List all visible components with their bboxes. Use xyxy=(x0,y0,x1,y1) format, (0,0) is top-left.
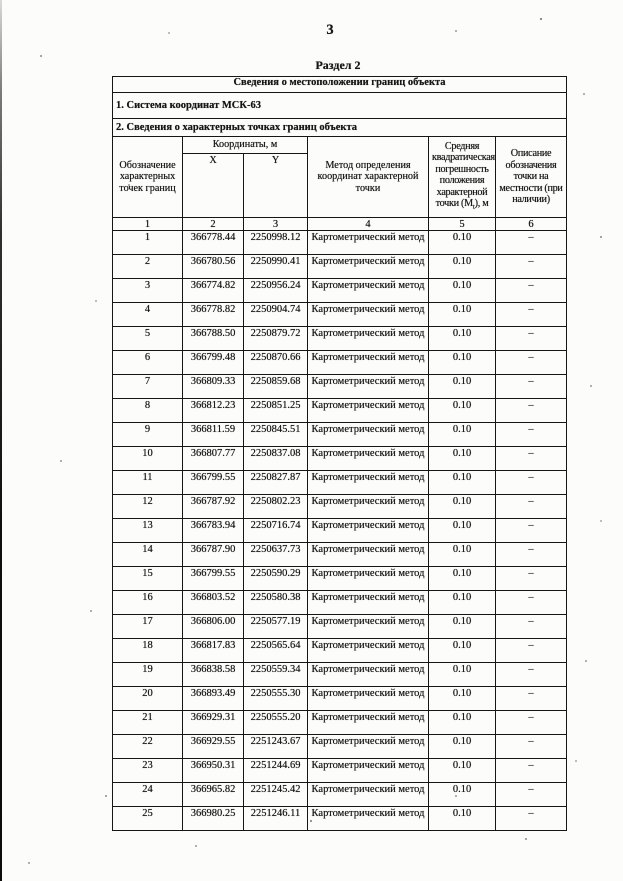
method-cell: Картометрический метод xyxy=(308,687,429,711)
point-number-cell: 17 xyxy=(113,615,183,639)
x-coordinate-cell: 366799.48 xyxy=(183,351,244,375)
points-info-row xyxy=(113,119,567,137)
table-row xyxy=(113,615,567,639)
header-error-text: Средняя квадратическая погрешность положения характерной точки (М xyxy=(432,140,495,210)
point-number-cell: 3 xyxy=(113,279,183,303)
x-coordinate-cell: 366929.55 xyxy=(183,735,244,759)
point-number-cell: 10 xyxy=(113,447,183,471)
description-cell: – xyxy=(496,639,567,663)
y-coordinate-cell: 2250716.74 xyxy=(244,519,308,543)
point-number-cell: 24 xyxy=(113,783,183,807)
description-cell: – xyxy=(496,279,567,303)
x-coordinate-cell: 366778.82 xyxy=(183,303,244,327)
method-cell: Картометрический метод xyxy=(308,543,429,567)
method-cell: Картометрический метод xyxy=(308,759,429,783)
y-coordinate-cell: 2250904.74 xyxy=(244,303,308,327)
point-number-cell: 5 xyxy=(113,327,183,351)
point-number-cell: 2 xyxy=(113,255,183,279)
table-row xyxy=(113,663,567,687)
description-cell: – xyxy=(496,303,567,327)
table-row xyxy=(113,279,567,303)
table-row xyxy=(113,255,567,279)
method-cell: Картометрический метод xyxy=(308,255,429,279)
method-cell: Картометрический метод xyxy=(308,303,429,327)
points-table-body xyxy=(113,231,567,831)
section-heading: Раздел 2 xyxy=(315,58,361,72)
table-row xyxy=(113,591,567,615)
method-cell: Картометрический метод xyxy=(308,327,429,351)
y-coordinate-cell: 2250956.24 xyxy=(244,279,308,303)
x-coordinate-cell: 366929.31 xyxy=(183,711,244,735)
point-number-cell: 6 xyxy=(113,351,183,375)
table-title: Сведения о местоположении границ объекта xyxy=(113,77,567,93)
description-cell: – xyxy=(496,711,567,735)
method-cell: Картометрический метод xyxy=(308,279,429,303)
description-cell: – xyxy=(496,663,567,687)
x-coordinate-cell: 366812.23 xyxy=(183,399,244,423)
description-cell: – xyxy=(496,375,567,399)
description-cell: – xyxy=(496,255,567,279)
method-cell: Картометрический метод xyxy=(308,351,429,375)
description-cell: – xyxy=(496,519,567,543)
table-row xyxy=(113,711,567,735)
method-cell: Картометрический метод xyxy=(308,807,429,831)
column-number: 1 xyxy=(113,218,183,231)
table-row xyxy=(113,375,567,399)
header-point-designation: Обозначение характерных точек границ xyxy=(113,137,183,218)
header-description: Описание обозначения точки на местности (при наличии) xyxy=(496,137,567,218)
boundary-points-table xyxy=(112,76,567,831)
x-coordinate-cell: 366778.44 xyxy=(183,231,244,255)
x-coordinate-cell: 366799.55 xyxy=(183,471,244,495)
description-cell: – xyxy=(496,495,567,519)
column-number: 2 xyxy=(183,218,244,231)
header-x: X xyxy=(183,154,244,218)
error-value-cell: 0.10 xyxy=(429,663,496,687)
coordinate-system-row xyxy=(113,93,567,119)
y-coordinate-cell: 2250555.30 xyxy=(244,687,308,711)
table-row xyxy=(113,423,567,447)
table-title-row xyxy=(113,77,567,93)
point-number-cell: 15 xyxy=(113,567,183,591)
coordinate-system-label: 1. Система координат МСК-63 xyxy=(113,93,567,119)
x-coordinate-cell: 366893.49 xyxy=(183,687,244,711)
description-cell: – xyxy=(496,399,567,423)
point-number-cell: 21 xyxy=(113,711,183,735)
error-value-cell: 0.10 xyxy=(429,351,496,375)
description-cell: – xyxy=(496,327,567,351)
error-value-cell: 0.10 xyxy=(429,327,496,351)
x-coordinate-cell: 366788.50 xyxy=(183,327,244,351)
description-cell: – xyxy=(496,687,567,711)
y-coordinate-cell: 2250845.51 xyxy=(244,423,308,447)
error-value-cell: 0.10 xyxy=(429,783,496,807)
table-row xyxy=(113,327,567,351)
y-coordinate-cell: 2250837.08 xyxy=(244,447,308,471)
x-coordinate-cell: 366803.52 xyxy=(183,591,244,615)
y-coordinate-cell: 2250859.68 xyxy=(244,375,308,399)
table-row xyxy=(113,495,567,519)
point-number-cell: 25 xyxy=(113,807,183,831)
header-error xyxy=(429,137,496,218)
method-cell: Картометрический метод xyxy=(308,495,429,519)
error-value-cell: 0.10 xyxy=(429,519,496,543)
y-coordinate-cell: 2250990.41 xyxy=(244,255,308,279)
error-value-cell: 0.10 xyxy=(429,375,496,399)
method-cell: Картометрический метод xyxy=(308,735,429,759)
point-number-cell: 20 xyxy=(113,687,183,711)
table-row xyxy=(113,303,567,327)
header-error-subscript: t xyxy=(472,202,475,212)
error-value-cell: 0.10 xyxy=(429,255,496,279)
description-cell: – xyxy=(496,807,567,831)
header-y: Y xyxy=(244,154,308,218)
error-value-cell: 0.10 xyxy=(429,567,496,591)
error-value-cell: 0.10 xyxy=(429,735,496,759)
error-value-cell: 0.10 xyxy=(429,303,496,327)
table-row xyxy=(113,567,567,591)
error-value-cell: 0.10 xyxy=(429,639,496,663)
method-cell: Картометрический метод xyxy=(308,471,429,495)
x-coordinate-cell: 366838.58 xyxy=(183,663,244,687)
method-cell: Картометрический метод xyxy=(308,711,429,735)
table-row xyxy=(113,447,567,471)
description-cell: – xyxy=(496,543,567,567)
x-coordinate-cell: 366806.00 xyxy=(183,615,244,639)
header-row-1 xyxy=(113,137,567,154)
y-coordinate-cell: 2250559.34 xyxy=(244,663,308,687)
points-info-label: 2. Сведения о характерных точках границ объекта xyxy=(113,119,567,137)
y-coordinate-cell: 2250555.20 xyxy=(244,711,308,735)
method-cell: Картометрический метод xyxy=(308,783,429,807)
column-number: 3 xyxy=(244,218,308,231)
y-coordinate-cell: 2250851.25 xyxy=(244,399,308,423)
method-cell: Картометрический метод xyxy=(308,663,429,687)
column-number: 6 xyxy=(496,218,567,231)
table-row xyxy=(113,351,567,375)
table-row xyxy=(113,759,567,783)
y-coordinate-cell: 2250827.87 xyxy=(244,471,308,495)
x-coordinate-cell: 366787.92 xyxy=(183,495,244,519)
error-value-cell: 0.10 xyxy=(429,711,496,735)
scan-edge-artifact xyxy=(0,0,2,881)
error-value-cell: 0.10 xyxy=(429,615,496,639)
y-coordinate-cell: 2251246.11 xyxy=(244,807,308,831)
point-number-cell: 7 xyxy=(113,375,183,399)
header-method: Метод определения координат характерной точки xyxy=(308,137,429,218)
point-number-cell: 16 xyxy=(113,591,183,615)
method-cell: Картометрический метод xyxy=(308,639,429,663)
description-cell: – xyxy=(496,735,567,759)
point-number-cell: 8 xyxy=(113,399,183,423)
y-coordinate-cell: 2250998.12 xyxy=(244,231,308,255)
error-value-cell: 0.10 xyxy=(429,447,496,471)
header-coordinates-group: Координаты, м xyxy=(183,137,308,154)
column-number: 5 xyxy=(429,218,496,231)
description-cell: – xyxy=(496,615,567,639)
x-coordinate-cell: 366980.25 xyxy=(183,807,244,831)
y-coordinate-cell: 2251245.42 xyxy=(244,783,308,807)
x-coordinate-cell: 366950.31 xyxy=(183,759,244,783)
description-cell: – xyxy=(496,783,567,807)
error-value-cell: 0.10 xyxy=(429,687,496,711)
y-coordinate-cell: 2250580.38 xyxy=(244,591,308,615)
y-coordinate-cell: 2250577.19 xyxy=(244,615,308,639)
x-coordinate-cell: 366787.90 xyxy=(183,543,244,567)
point-number-cell: 19 xyxy=(113,663,183,687)
point-number-cell: 11 xyxy=(113,471,183,495)
point-number-cell: 14 xyxy=(113,543,183,567)
error-value-cell: 0.10 xyxy=(429,807,496,831)
table-row xyxy=(113,519,567,543)
table-row xyxy=(113,687,567,711)
point-number-cell: 4 xyxy=(113,303,183,327)
method-cell: Картометрический метод xyxy=(308,615,429,639)
error-value-cell: 0.10 xyxy=(429,279,496,303)
y-coordinate-cell: 2250802.23 xyxy=(244,495,308,519)
x-coordinate-cell: 366965.82 xyxy=(183,783,244,807)
description-cell: – xyxy=(496,759,567,783)
error-value-cell: 0.10 xyxy=(429,231,496,255)
method-cell: Картометрический метод xyxy=(308,567,429,591)
table-row xyxy=(113,783,567,807)
description-cell: – xyxy=(496,567,567,591)
point-number-cell: 18 xyxy=(113,639,183,663)
method-cell: Картометрический метод xyxy=(308,519,429,543)
description-cell: – xyxy=(496,423,567,447)
y-coordinate-cell: 2251243.67 xyxy=(244,735,308,759)
table-row xyxy=(113,399,567,423)
x-coordinate-cell: 366817.83 xyxy=(183,639,244,663)
x-coordinate-cell: 366780.56 xyxy=(183,255,244,279)
table-row xyxy=(113,231,567,255)
y-coordinate-cell: 2250870.66 xyxy=(244,351,308,375)
point-number-cell: 22 xyxy=(113,735,183,759)
error-value-cell: 0.10 xyxy=(429,423,496,447)
error-value-cell: 0.10 xyxy=(429,399,496,423)
method-cell: Картометрический метод xyxy=(308,447,429,471)
table-row xyxy=(113,471,567,495)
table-row xyxy=(113,735,567,759)
table-row xyxy=(113,639,567,663)
point-number-cell: 9 xyxy=(113,423,183,447)
y-coordinate-cell: 2250637.73 xyxy=(244,543,308,567)
x-coordinate-cell: 366774.82 xyxy=(183,279,244,303)
y-coordinate-cell: 2251244.69 xyxy=(244,759,308,783)
y-coordinate-cell: 2250590.29 xyxy=(244,567,308,591)
point-number-cell: 23 xyxy=(113,759,183,783)
method-cell: Картометрический метод xyxy=(308,591,429,615)
error-value-cell: 0.10 xyxy=(429,471,496,495)
column-numbers-row xyxy=(113,218,567,231)
error-value-cell: 0.10 xyxy=(429,759,496,783)
x-coordinate-cell: 366811.59 xyxy=(183,423,244,447)
method-cell: Картометрический метод xyxy=(308,399,429,423)
y-coordinate-cell: 2250565.64 xyxy=(244,639,308,663)
table-row xyxy=(113,543,567,567)
description-cell: – xyxy=(496,591,567,615)
page-number: 3 xyxy=(326,22,334,38)
description-cell: – xyxy=(496,231,567,255)
description-cell: – xyxy=(496,351,567,375)
point-number-cell: 1 xyxy=(113,231,183,255)
error-value-cell: 0.10 xyxy=(429,495,496,519)
method-cell: Картометрический метод xyxy=(308,375,429,399)
x-coordinate-cell: 366807.77 xyxy=(183,447,244,471)
error-value-cell: 0.10 xyxy=(429,591,496,615)
x-coordinate-cell: 366783.94 xyxy=(183,519,244,543)
point-number-cell: 13 xyxy=(113,519,183,543)
description-cell: – xyxy=(496,447,567,471)
point-number-cell: 12 xyxy=(113,495,183,519)
scan-noise xyxy=(0,0,2,2)
column-number: 4 xyxy=(308,218,429,231)
method-cell: Картометрический метод xyxy=(308,423,429,447)
x-coordinate-cell: 366799.55 xyxy=(183,567,244,591)
method-cell: Картометрический метод xyxy=(308,231,429,255)
x-coordinate-cell: 366809.33 xyxy=(183,375,244,399)
header-error-units: ), м xyxy=(474,198,489,210)
description-cell: – xyxy=(496,471,567,495)
table-row xyxy=(113,807,567,831)
y-coordinate-cell: 2250879.72 xyxy=(244,327,308,351)
error-value-cell: 0.10 xyxy=(429,543,496,567)
